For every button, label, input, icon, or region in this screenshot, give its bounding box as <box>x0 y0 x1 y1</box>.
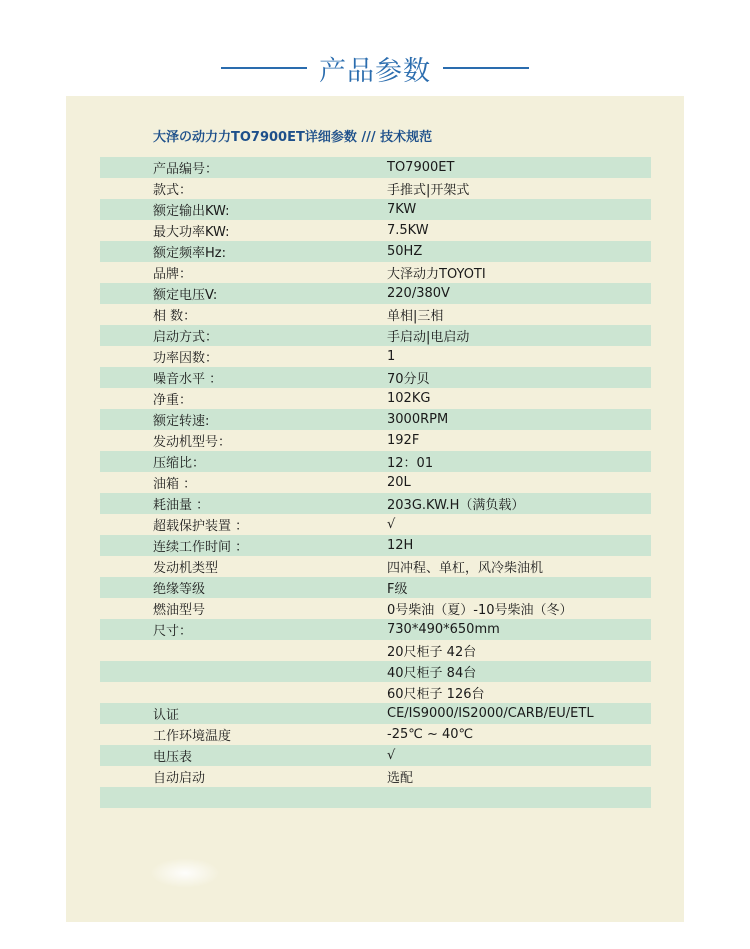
spec-value: 220/380V <box>387 286 450 301</box>
spec-label: 最大功率KW: <box>153 225 230 240</box>
spec-label: 认证 <box>153 708 180 723</box>
table-row <box>100 283 651 304</box>
table-row <box>100 451 651 472</box>
spec-value: 四冲程、单杠，风冷柴油机 <box>387 561 544 576</box>
header-rule-left <box>221 67 307 69</box>
spec-label: 产品编号： <box>153 162 219 177</box>
table-row <box>100 220 651 241</box>
spec-label: 连续工作时间 ： <box>153 540 249 555</box>
table-row <box>100 724 651 745</box>
table-row <box>100 493 651 514</box>
table-row <box>100 304 651 325</box>
spec-label: 工作环境温度 <box>153 729 232 744</box>
spec-label: 电压表 <box>153 750 193 765</box>
table-row <box>100 766 651 787</box>
spec-value: 730*490*650mm <box>387 622 500 637</box>
table-row <box>100 577 651 598</box>
spec-value: 选配 <box>387 771 414 786</box>
spec-label: 额定输出KW: <box>153 204 230 219</box>
table-row <box>100 661 651 682</box>
decorative-glow <box>150 858 220 888</box>
table-row <box>100 157 651 178</box>
spec-value: 40尺柜子 84台 <box>387 666 477 681</box>
page-header <box>0 48 750 88</box>
spec-label: 尺寸： <box>153 624 193 639</box>
spec-value: √ <box>387 517 396 532</box>
table-row <box>100 241 651 262</box>
spec-value: 20尺柜子 42台 <box>387 645 477 660</box>
spec-label: 超载保护装置 ： <box>153 519 249 534</box>
spec-label: 压缩比： <box>153 456 206 471</box>
spec-value: 手启动|电启动 <box>387 330 470 345</box>
spec-value: √ <box>387 748 396 763</box>
spec-value: 102KG <box>387 391 431 406</box>
spec-label: 功率因数： <box>153 351 219 366</box>
spec-label: 品牌： <box>153 267 193 282</box>
table-row <box>100 199 651 220</box>
table-row <box>100 640 651 661</box>
spec-label: 燃油型号 <box>153 603 206 618</box>
table-row <box>100 535 651 556</box>
table-row <box>100 556 651 577</box>
spec-label: 自动启动 <box>153 771 206 786</box>
spec-value: 0号柴油（夏）-10号柴油（冬） <box>387 603 573 618</box>
spec-value: 7KW <box>387 202 417 217</box>
spec-value: 70分贝 <box>387 372 430 387</box>
table-row <box>100 409 651 430</box>
header-rule-right <box>443 67 529 69</box>
spec-value: 20L <box>387 475 411 490</box>
table-row <box>100 430 651 451</box>
table-row <box>100 388 651 409</box>
spec-label: 净重： <box>153 393 193 408</box>
spec-value: 1 <box>387 349 396 364</box>
page-title: 产品参数 <box>319 55 431 87</box>
spec-label: 额定转速: <box>153 414 210 429</box>
spec-value: F级 <box>387 582 408 597</box>
spec-label: 绝缘等级 <box>153 582 206 597</box>
spec-label: 额定电压V: <box>153 288 218 303</box>
table-row <box>100 703 651 724</box>
spec-label: 启动方式： <box>153 330 219 345</box>
table-row <box>100 598 651 619</box>
spec-label: 相 数： <box>153 309 197 324</box>
spec-table <box>100 157 651 808</box>
table-row <box>100 787 651 808</box>
spec-value: 50HZ <box>387 244 423 259</box>
table-row <box>100 262 651 283</box>
spec-value: -25℃ ~ 40℃ <box>387 727 474 742</box>
spec-value: 手推式|开架式 <box>387 183 470 198</box>
spec-value: CE/IS9000/IS2000/CARB/EU/ETL <box>387 706 594 721</box>
spec-value: TO7900ET <box>387 160 455 175</box>
spec-label: 发动机类型 <box>153 561 219 576</box>
spec-value: 12H <box>387 538 414 553</box>
spec-value: 7.5KW <box>387 223 429 238</box>
spec-value: 3000RPM <box>387 412 449 427</box>
spec-label: 发动机型号： <box>153 435 232 450</box>
table-row <box>100 472 651 493</box>
spec-value: 大泽动力TOYOTI <box>387 267 486 282</box>
spec-label: 额定频率Hz: <box>153 246 226 261</box>
table-row <box>100 325 651 346</box>
spec-value: 192F <box>387 433 420 448</box>
table-row <box>100 682 651 703</box>
spec-value: 60尺柜子 126台 <box>387 687 485 702</box>
spec-label: 噪音水平 ： <box>153 372 223 387</box>
table-row <box>100 346 651 367</box>
spec-value: 单相|三相 <box>387 309 444 324</box>
spec-label: 耗油量 ： <box>153 498 210 513</box>
table-row <box>100 367 651 388</box>
spec-subtitle: 大泽の动力力TO7900ET详细参数 /// 技术规范 <box>153 130 433 145</box>
spec-value: 12：01 <box>387 456 434 471</box>
table-row <box>100 514 651 535</box>
spec-value: 203G.KW.H（满负载） <box>387 498 525 513</box>
table-row <box>100 619 651 640</box>
table-row <box>100 745 651 766</box>
table-row <box>100 178 651 199</box>
spec-label: 款式： <box>153 183 193 198</box>
spec-label: 油箱 ： <box>153 477 197 492</box>
